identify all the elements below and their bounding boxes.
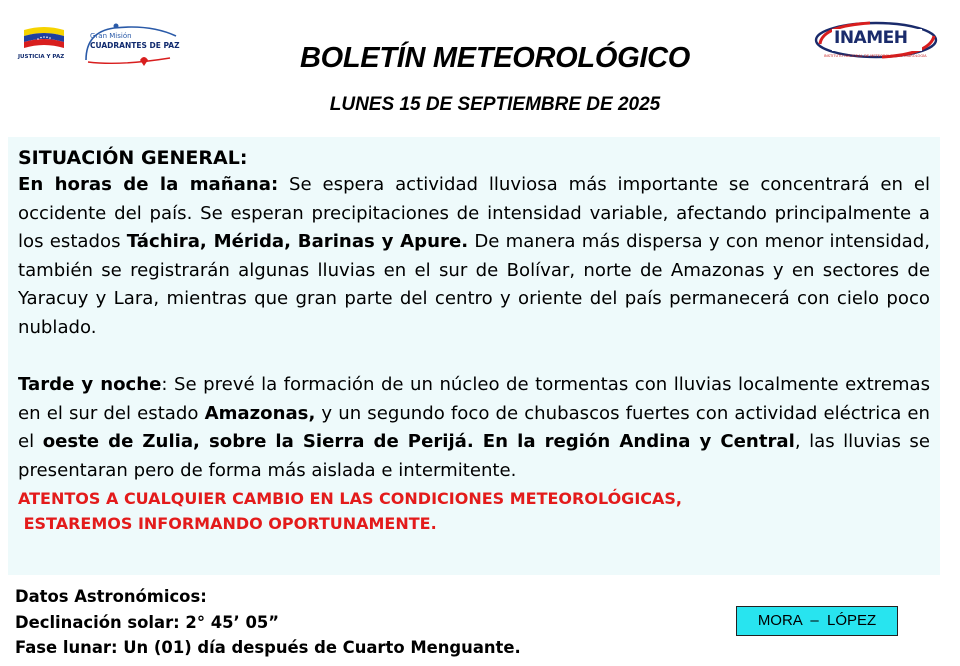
inameh-subtitle: INSTITUTO NACIONAL DE METEOROLOGÍA E HIDROLOGÍA bbox=[824, 54, 927, 58]
morning-label: En horas de la mañana: bbox=[18, 174, 279, 195]
inameh-name: INAMEH bbox=[834, 28, 908, 48]
mision-small-text: Gran Misión bbox=[90, 32, 132, 40]
alert-line-1: ATENTOS A CUALQUIER CAMBIO EN LAS CONDICIONES METEOROLÓGICAS, bbox=[18, 489, 682, 508]
evening-bold-2: oeste de Zulia, sobre la Sierra de Perijá. En la región Andina y Central bbox=[42, 431, 795, 452]
evening-bold-1: Amazonas, bbox=[204, 402, 316, 424]
morning-text-1: Se espera actividad lluviosa más importante se concentrará en el occidente del país. Se esperan precipitaciones de intensidad variable, afectando principalmente a los estados bbox=[18, 174, 930, 252]
moon-phase: Fase lunar: Un (01) día después de Cuarto Menguante. bbox=[15, 638, 521, 657]
evening-paragraph bbox=[18, 371, 930, 485]
paragraph-spacer bbox=[18, 342, 930, 371]
morning-paragraph bbox=[18, 171, 930, 342]
morning-text-2: De manera más dispersa y con menor intensidad, también se registrarán algunas lluvias en el sur de Bolívar, norte de Amazonas y en sectores de Yaracuy y Lara, mientras que gran parte del centro y oriente del país permanecerá con cielo poco nublado. bbox=[18, 231, 931, 338]
solar-declination: Declinación solar: 2° 45’ 05” bbox=[15, 612, 280, 632]
alert-line-2: ESTAREMOS INFORMANDO OPORTUNAMENTE. bbox=[18, 514, 437, 533]
evening-text-3: , las lluvias se presentaran pero de forma más aislada e intermitente. bbox=[18, 431, 930, 481]
astronomy-data bbox=[15, 584, 521, 661]
situation-content bbox=[18, 145, 930, 536]
evening-text-2: y un segundo foco de chubascos fuertes con actividad eléctrica en el bbox=[18, 402, 930, 452]
mision-big-text: CUADRANTES DE PAZ bbox=[90, 41, 180, 50]
morning-states: Táchira, Mérida, Barinas y Apure. bbox=[126, 231, 469, 252]
authors-badge: MORA – LÓPEZ bbox=[736, 606, 898, 636]
evening-text-1: : Se prevé la formación de un núcleo de tormentas con lluvias localmente extremas en el sur del estado bbox=[18, 374, 930, 424]
bulletin-title: BOLETÍN METEOROLÓGICO bbox=[299, 42, 691, 74]
flag-caption: JUSTICIA Y PAZ bbox=[18, 54, 65, 60]
astronomy-heading: Datos Astronómicos: bbox=[15, 587, 207, 606]
bulletin-date: LUNES 15 DE SEPTIEMBRE DE 2025 bbox=[329, 94, 661, 115]
situation-heading: SITUACIÓN GENERAL: bbox=[18, 147, 248, 169]
evening-label: Tarde y noche bbox=[18, 374, 162, 395]
